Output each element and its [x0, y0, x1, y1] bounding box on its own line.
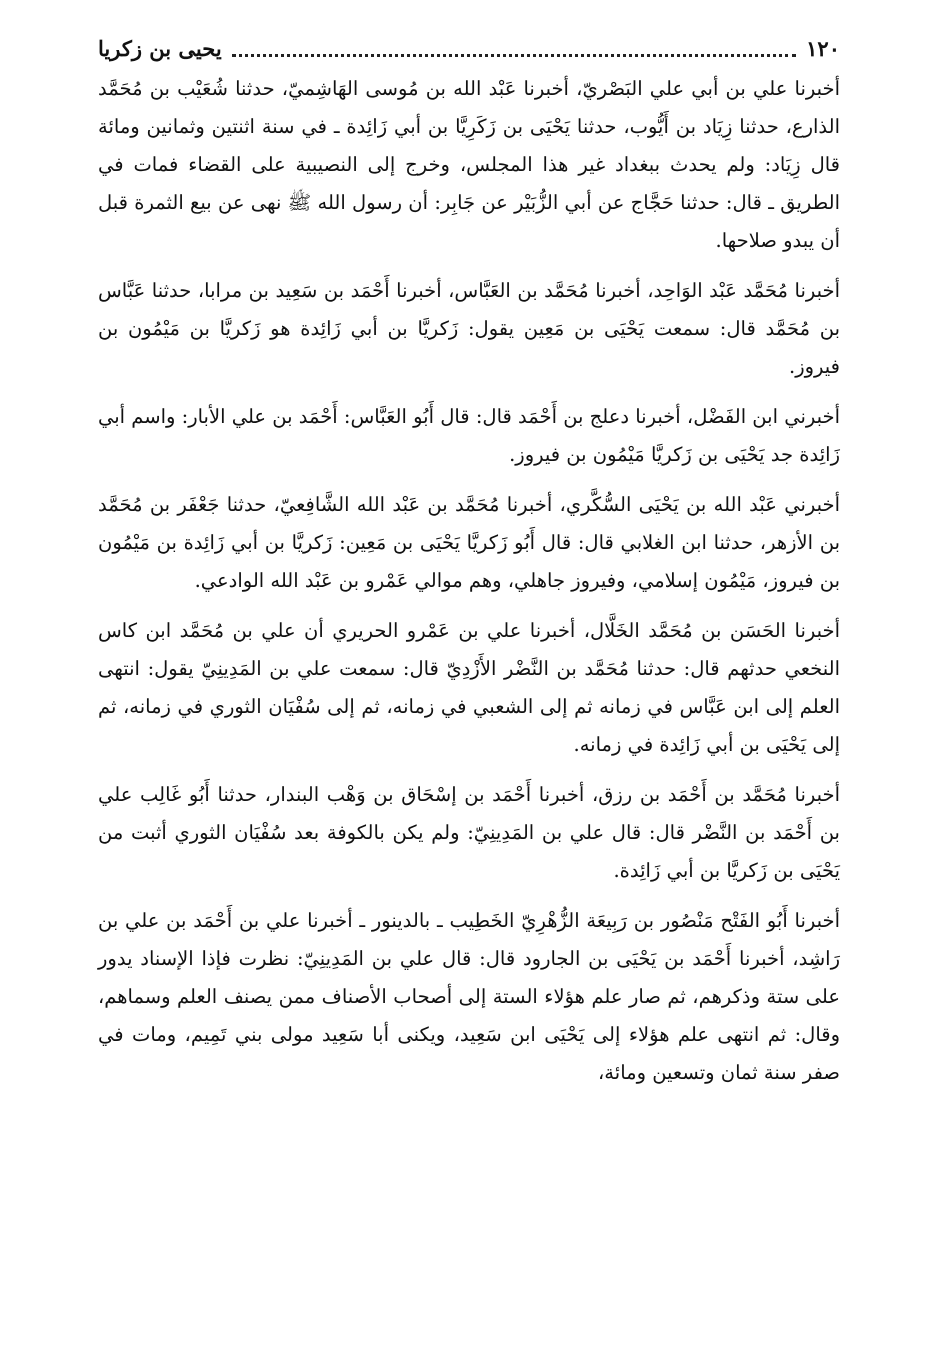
running-header: [98, 28, 840, 68]
dotted-leader: [232, 40, 796, 57]
page-number: ١٢٠: [806, 35, 840, 61]
paragraph-7: أخبرنا أَبُو الفَتْح مَنْصُور بن رَبِيعَة الزُّهْرِيّ الخَطِيب ـ بالدينور ـ أخبرنا علي بن أَحْمَد بن علي بن رَاشِد، أخبرنا أَحْمَد بن يَحْيَى بن الجارود قال: قال علي بن المَدِينِيّ: نظرت فإذا الإسناد يدور على ستة وذكرهم، ثم صار علم هؤلاء الستة إلى أصحاب الأصناف ممن يصنف العلم وسماهم، وقال: ثم انتهى علم هؤلاء إلى يَحْيَى ابن سَعِيد، ويكنى أبا سَعِيد مولى بني تَمِيم، ومات في صفر سنة ثمان وتسعين ومائة،: [98, 909, 840, 1084]
page-body: [98, 70, 840, 1092]
paragraph-4: أخبرني عَبْد الله بن يَحْيَى السُّكَّري، أخبرنا مُحَمَّد بن عَبْد الله الشَّافِعيّ، حدثنا جَعْفَر بن مُحَمَّد بن الأزهر، حدثنا ابن الغلابي قال: قال أَبُو زَكريَّا يَحْيَى بن مَعِين: زَكريَّا بن أبي زَائِدة بن مَيْمُون بن فيروز، مَيْمُون إسلامي، وفيروز جاهلي، وهم موالي عَمْرو بن عَبْد الله الوادعي.: [98, 493, 840, 592]
paragraph-5: أخبرنا الحَسَن بن مُحَمَّد الخَلَّال، أخبرنا علي بن عَمْرو الحريري أن علي بن مُحَمَّد ابن كاس النخعي حدثهم قال: حدثنا مُحَمَّد بن النَّضْر الأَزْدِيّ قال: سمعت علي بن المَدِينِيّ يقول: انتهى العلم إلى ابن عَبَّاس في زمانه ثم إلى الشعبي في زمانه، ثم إلى سُفْيَان الثوري في زمانه، ثم إلى يَحْيَى بن أبي زَائِدة في زمانه.: [98, 619, 840, 756]
paragraph-1: أخبرنا علي بن أبي علي البَصْريّ، أخبرنا عَبْد الله بن مُوسى الهَاشِميّ، حدثنا شُعَيْب بن مُحَمَّد الذارع، حدثنا زِيَاد بن أَيُّوب، حدثنا يَحْيَى بن زَكَرِيَّا بن أبي زَائِدة ـ في سنة اثنتين وثمانين ومائة قال زِيَاد: ولم يحدث ببغداد غير هذا المجلس، وخرج إلى النصيبية على القضاء فمات في الطريق ـ قال: حدثنا حَجَّاج عن أبي الزُّبَيْر عن جَابِر: أن رسول الله ﷺ نهى عن بيع الثمرة قبل أن يبدو صلاحها.: [98, 77, 840, 252]
paragraph-2: أخبرنا مُحَمَّد عَبْد الوَاحِد، أخبرنا مُحَمَّد بن العَبَّاس، أخبرنا أَحْمَد بن سَعِيد بن مرابا، حدثنا عَبَّاس بن مُحَمَّد قال: سمعت يَحْيَى بن مَعِين يقول: زَكريَّا بن أبي زَائِدة هو زَكريَّا بن مَيْمُون بن فيروز.: [98, 279, 840, 378]
book-page: [98, 28, 840, 1092]
paragraph-3: أخبرني ابن الفَضْل، أخبرنا دعلج بن أَحْمَد قال: قال أَبُو العَبَّاس: أَحْمَد بن علي الأبار: واسم أبي زَائِدة جد يَحْيَى بن زَكريَّا مَيْمُون بن فيروز.: [97, 405, 840, 466]
paragraph-6: أخبرنا مُحَمَّد بن أَحْمَد بن رزق، أخبرنا أَحْمَد بن إسْحَاق بن وَهْب البندار، حدثنا أَبُو غَالِب علي بن أَحْمَد بن النَّضْر قال: قال علي بن المَدِينِيّ: ولم يكن بالكوفة بعد سُفْيَان الثوري أثبت من يَحْيَى بن زَكريَّا بن أبي زَائِدة.: [98, 783, 840, 882]
section-title: يحيى بن زكريا: [98, 35, 222, 61]
